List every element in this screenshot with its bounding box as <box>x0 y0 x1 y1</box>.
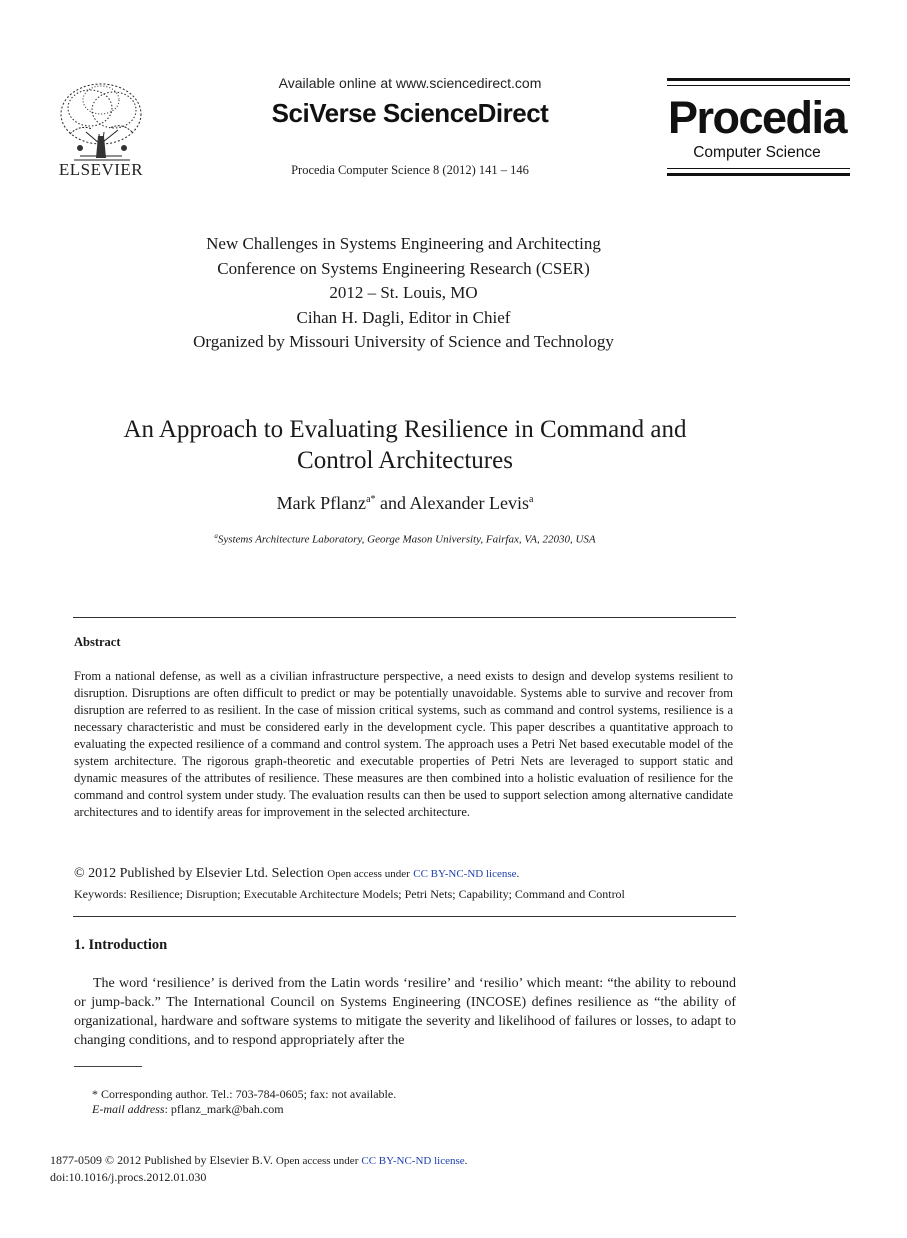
procedia-logo-rule <box>667 78 850 81</box>
copyright-text: © 2012 Published by Elsevier Ltd. Selection <box>74 866 324 881</box>
author-affiliation-mark: a <box>528 494 534 505</box>
paper-title <box>60 414 750 476</box>
procedia-logo-rule <box>667 85 850 86</box>
email-footnote <box>92 1102 284 1117</box>
open-access-text: Open access under <box>327 868 410 880</box>
section-heading-introduction: 1. Introduction <box>74 937 168 953</box>
conference-info <box>100 232 707 355</box>
conference-line: New Challenges in Systems Engineering and Architecting <box>206 234 601 253</box>
elsevier-wordmark: ELSEVIER <box>58 160 144 179</box>
author-name: Mark Pflanz <box>276 493 367 513</box>
procedia-logo-subtitle: Computer Science <box>693 144 821 161</box>
journal-reference: Procedia Computer Science 8 (2012) 141 – 146 <box>291 163 529 177</box>
issn-end: . <box>464 1155 468 1167</box>
available-online-text: Available online at www.sciencedirect.com <box>278 75 542 91</box>
procedia-logo-rule <box>667 168 850 169</box>
open-access-text: Open access under <box>275 1155 359 1167</box>
license-link[interactable]: CC BY-NC-ND license <box>361 1155 465 1167</box>
copyright-end: . <box>516 868 520 880</box>
affiliation-text: Systems Architecture Laboratory, George Mason University, Fairfax, VA, 22030, USA <box>217 533 596 546</box>
conference-line: Conference on Systems Engineering Research (CSER) <box>217 258 590 278</box>
paper-title-line: Control Architectures <box>297 447 513 474</box>
abstract-bottom-rule <box>73 916 736 917</box>
footnote-rule <box>74 1066 142 1067</box>
issn-text: 1877-0509 © 2012 Published by Elsevier B.V. <box>50 1153 273 1167</box>
paper-title-line: An Approach to Evaluating Resilience in Command and <box>123 416 687 443</box>
copyright-line <box>74 866 734 882</box>
license-link[interactable]: CC BY-NC-ND license <box>413 868 517 880</box>
introduction-body: The word ‘resilience’ is derived from the Latin words ‘resilire’ and ‘resilio’ which meant: “the ability to rebound or jump-back.” The International Council on Systems Engineering (INCOSE) defines resilience as “the ability of organizational, hardware and software systems to mitigate the severity and likelihood of failures or losses, to adapt to changing conditions, and to respond appropriately after the <box>74 976 736 1048</box>
keywords: Keywords: Resilience; Disruption; Executable Architecture Models; Petri Nets; Capability; Command and Control <box>74 887 625 901</box>
affiliation-mark: a <box>214 532 218 540</box>
abstract-top-rule <box>73 617 736 618</box>
abstract-heading: Abstract <box>74 635 121 649</box>
issn-line <box>50 1153 467 1168</box>
sciverse-sciencedirect-logo: SciVerse ScienceDirect <box>271 98 549 128</box>
author-list <box>60 493 750 514</box>
affiliation <box>60 532 750 546</box>
email-label: E-mail address <box>92 1102 165 1116</box>
procedia-logo: Procedia <box>667 92 847 143</box>
conference-line: Organized by Missouri University of Science and Technology <box>193 332 614 351</box>
corresponding-author-footnote: * Corresponding author. Tel.: 703-784-0605; fax: not available. <box>92 1087 397 1101</box>
abstract-body: From a national defense, as well as a civilian infrastructure perspective, a need exists to design and develop systems resilient to disruption. Disruptions are often difficult to predict or may be potentially unavoidable. Systems able to survive and recover from disruption are referred to as resilient. In the case of mission critical systems, such as command and control systems, resilience is a necessary characteristic and must be considered early in the development cycle. This paper describes a quantitative approach to evaluating the expected resilience of a command and control system. The approach uses a Petri Net based executable model of the system architecture. The rigorous graph-theoretic and executable properties of Petri Nets are leveraged to support static and dynamic measures of the attributes of resilience. These measures are then combined into a holistic evaluation of resilience for the command and control system under study. The evaluation results can then be used to support selection among alternative candidate architectures and to identify areas for improvement in the selected architecture. <box>74 669 733 819</box>
conference-line: 2012 – St. Louis, MO <box>329 283 478 302</box>
author-name: Alexander Levis <box>409 493 529 513</box>
email-address: : pflanz_mark@bah.com <box>164 1102 284 1116</box>
doi-line: doi:10.1016/j.procs.2012.01.030 <box>50 1170 207 1184</box>
author-affiliation-mark: a* <box>366 494 376 505</box>
conference-line: Cihan H. Dagli, Editor in Chief <box>296 307 511 327</box>
procedia-logo-rule <box>667 173 850 176</box>
author-separator: and <box>375 493 410 513</box>
